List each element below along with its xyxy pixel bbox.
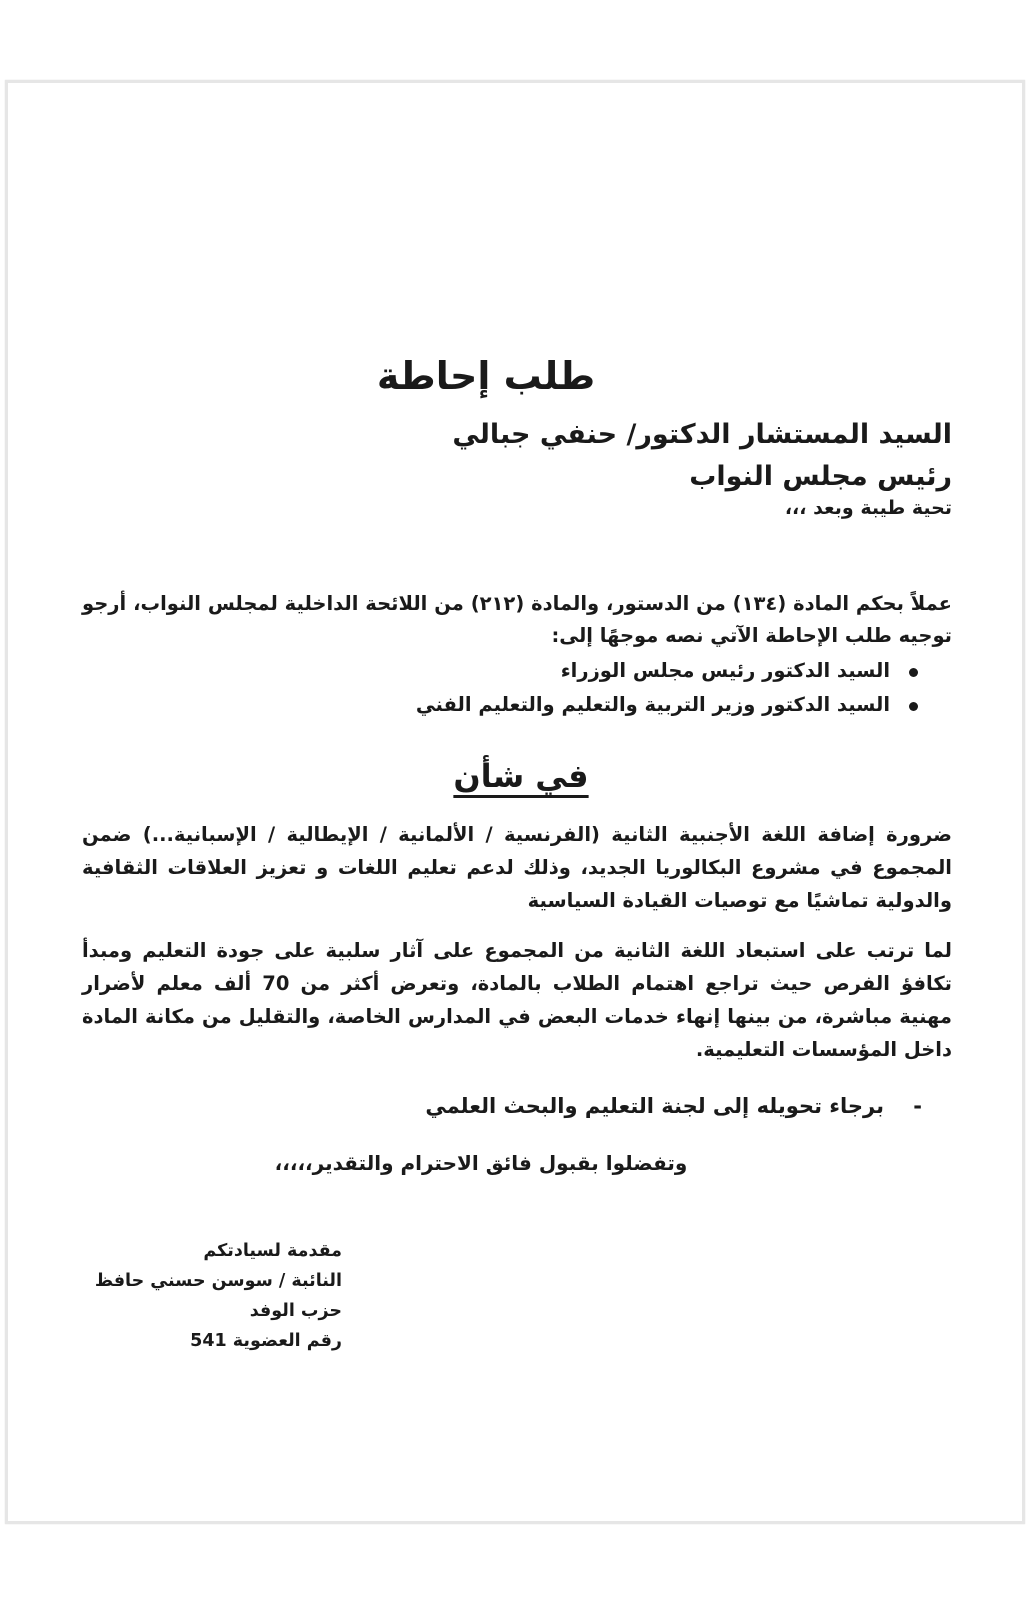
signature-block: [82, 1236, 342, 1356]
bullet-icon: [909, 702, 918, 711]
body-paragraph-2: لما ترتب على استبعاد اللغة الثانية من المجموع على آثار سلبية على جودة التعليم ومبدأ تكافؤ الفرص حيث تراجع اهتمام الطلاب بالمادة، وتعرض أكثر من 70 ألف معلم لأضرار مهنية مباشرة، من بينها إنهاء خدمات البعض في المدارس الخاصة، والتقليل من مكانة المادة داخل المؤسسات التعليمية.: [82, 939, 952, 1061]
membership-number: 541: [190, 1331, 227, 1351]
recipient-text: السيد الدكتور وزير التربية والتعليم والتعليم الفني: [415, 693, 890, 716]
request-text: برجاء تحويله إلى لجنة التعليم والبحث العلمي: [425, 1094, 884, 1118]
bullet-icon: [909, 668, 918, 677]
recipient-text: السيد الدكتور رئيس مجلس الوزراء: [560, 659, 890, 682]
closing-line: وتفضلوا بقبول فائق الاحترام والتقدير،،،،،: [274, 1151, 688, 1175]
request-line: [425, 1088, 922, 1124]
signature-name: النائبة / سوسن حسني حافظ: [94, 1271, 342, 1291]
dash-marker: -: [913, 1094, 922, 1118]
recipients-list: [82, 654, 952, 722]
membership-line: [82, 1326, 342, 1356]
list-item: [82, 654, 952, 688]
signature-party: حزب الوفد: [249, 1301, 342, 1321]
list-item: [82, 688, 952, 722]
body-paragraph-1: ضرورة إضافة اللغة الأجنبية الثانية (الفرنسية / الألمانية / الإيطالية / الإسبانية...) ضمن المجموع في مشروع البكالوريا الجديد، وذلك لدعم تعليم اللغات و تعزيز العلاقات الثقافية والدولية تماشيًا مع توصيات القيادة السياسية: [82, 823, 952, 912]
greeting: تحية طيبة وبعد ،،،: [784, 497, 952, 519]
addressee-position: رئيس مجلس النواب: [689, 461, 952, 492]
addressee-name: السيد المستشار الدكتور/ حنفي جبالي: [452, 419, 952, 450]
intro-paragraph: عملاً بحكم المادة (١٣٤) من الدستور، والمادة (٢١٢) من اللائحة الداخلية لمجلس النواب، أرجو توجيه طلب الإحاطة الآتي نصه موجهًا إلى:: [82, 592, 952, 647]
membership-label: رقم العضوية: [232, 1331, 342, 1351]
subject-heading: في شأن: [453, 757, 589, 795]
document-title: طلب إحاطة: [376, 354, 596, 398]
signature-presented-by: مقدمة لسيادتكم: [203, 1241, 342, 1261]
